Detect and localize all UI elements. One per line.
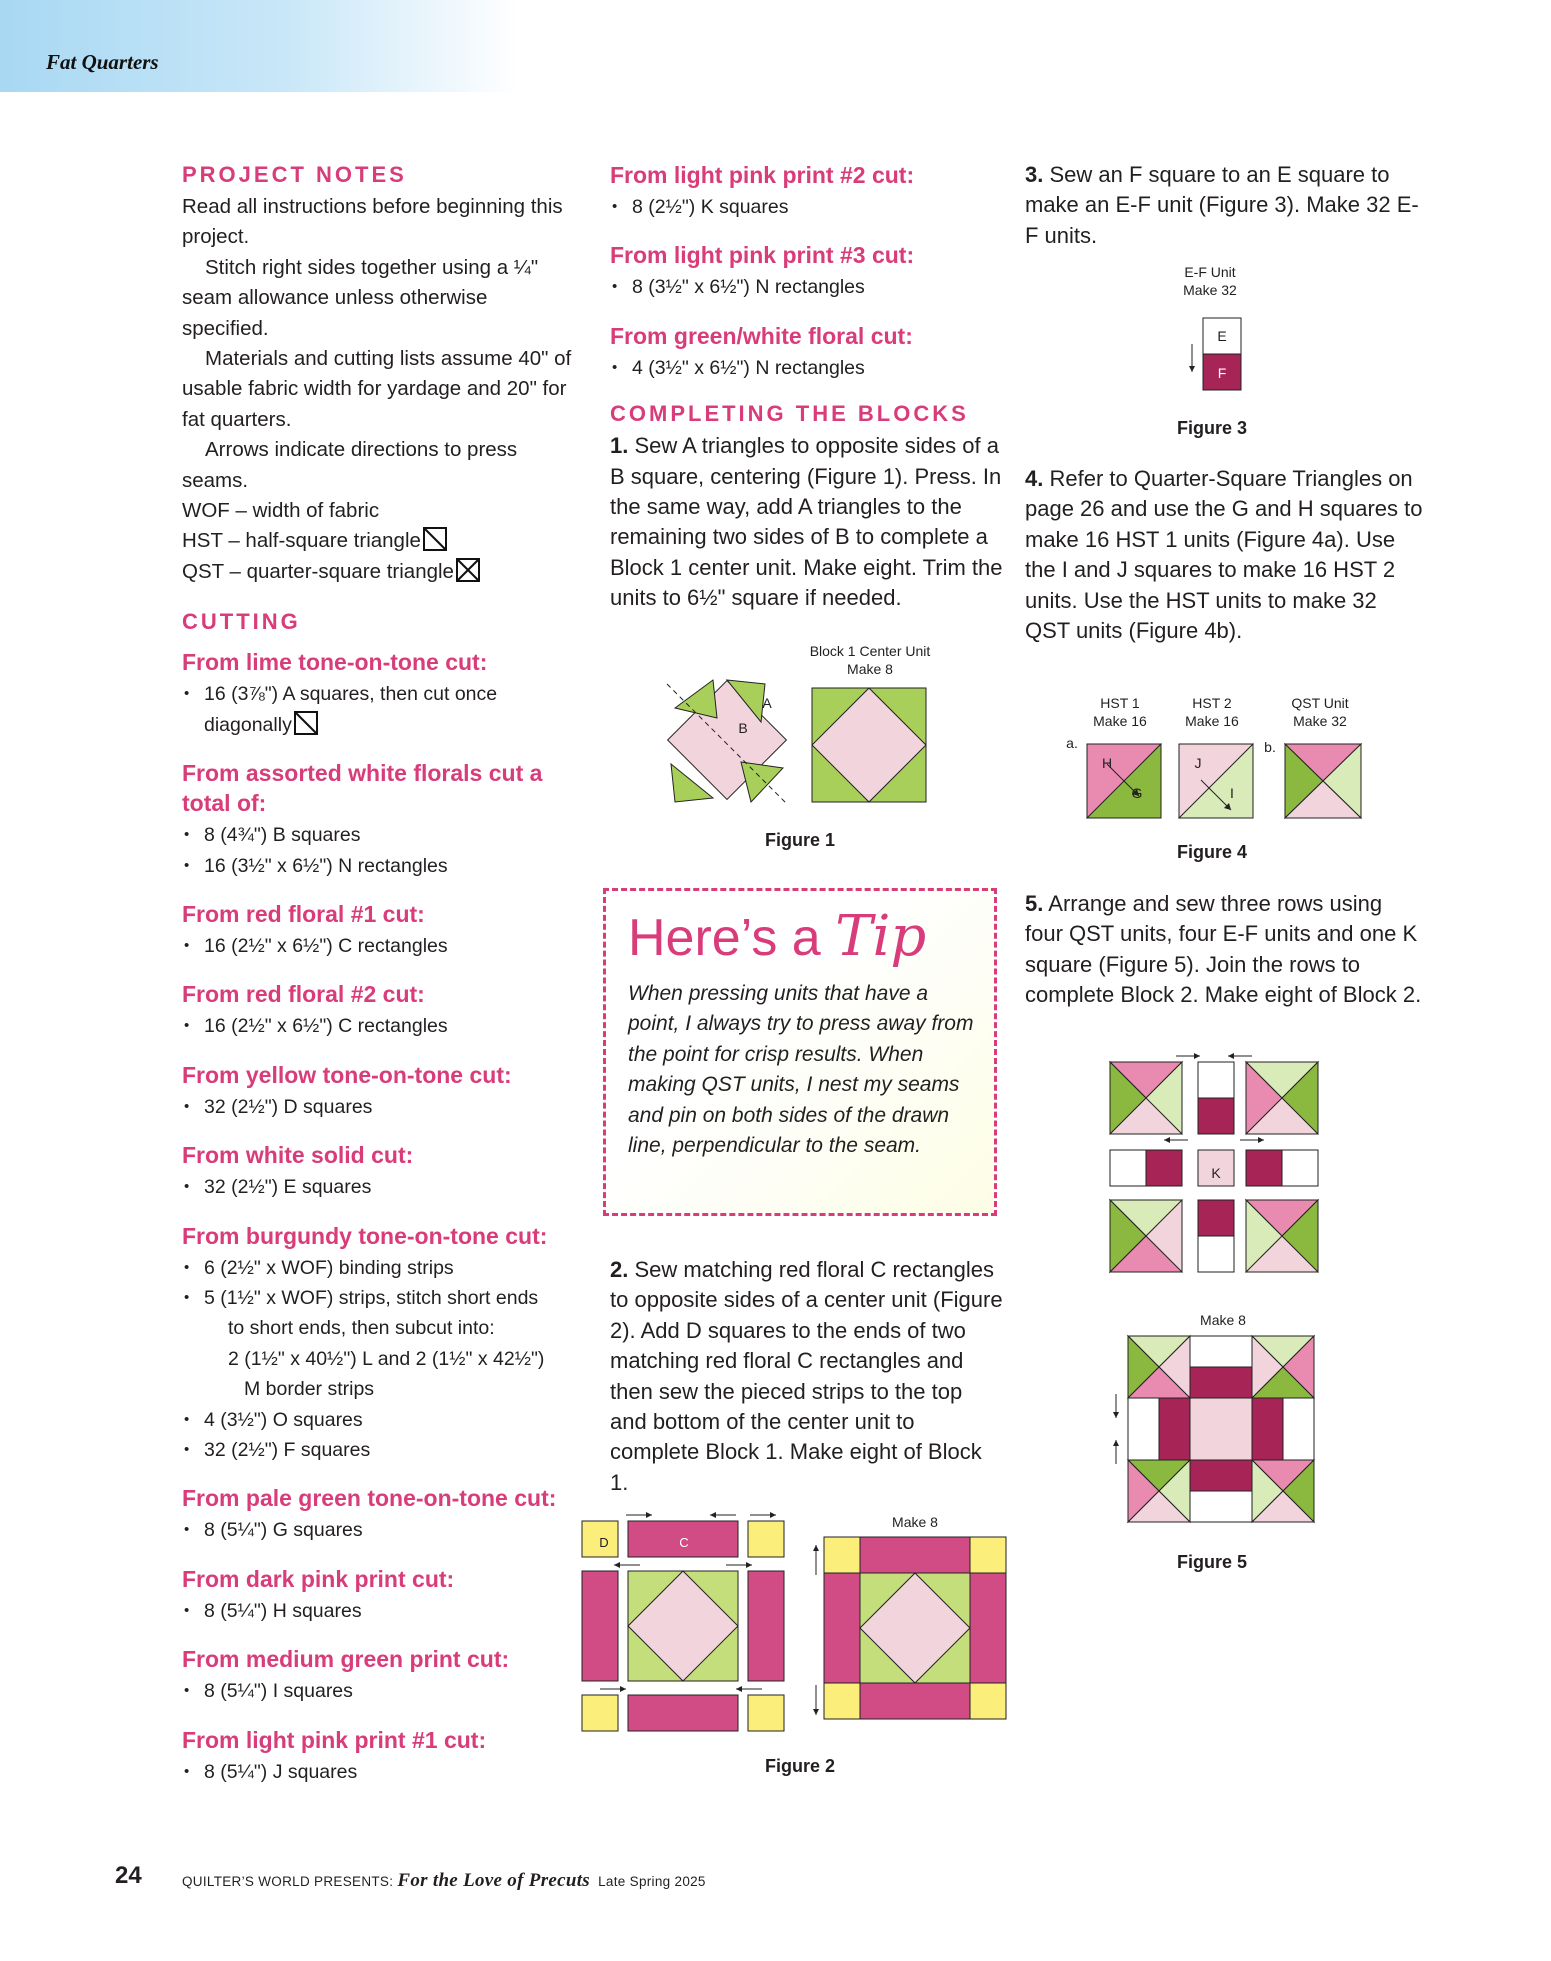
fig4-hst2-label: HST 2 Make 16 — [1185, 695, 1239, 729]
fig4-qst-label: QST Unit Make 32 — [1291, 695, 1349, 729]
cut-list-green-white — [610, 353, 1005, 383]
fig4-hst1-label: HST 1 Make 16 — [1093, 695, 1147, 729]
figure-2-caption: Figure 2 — [764, 1756, 835, 1776]
cut-list-white-solid — [182, 1172, 577, 1202]
tip-title: Here’s a Tip — [628, 904, 927, 969]
cut-item: • 16 (2½" x 6½") C rectangles — [182, 1011, 577, 1041]
figure-2-diagram — [580, 1505, 1010, 1735]
note-1: Read all instructions before beginning this project. — [182, 195, 563, 249]
fig5-make-label: Make 8 — [1200, 1312, 1246, 1328]
cut-head-lime: From lime tone-on-tone cut: — [182, 649, 488, 676]
step-4: 4. Refer to Quarter-Square Triangles on page 26 and use the G and H squares to make 16 HST 1 units (Figure 4a). Use the I and J squares to make 16 HST 2 units. Use the HST units to make 32 QST units (Figure 4b). — [1025, 466, 1423, 644]
cut-list-dark-pink — [182, 1596, 577, 1626]
cut-item: to short ends, then subcut into: — [228, 1317, 495, 1340]
fig4-h-label: H — [1101, 755, 1113, 771]
quarter-square-triangle-icon — [456, 558, 480, 582]
step-5-block — [1025, 889, 1425, 1011]
cut-head-white-solid: From white solid cut: — [182, 1142, 414, 1169]
cut-item: • 4 (3½" x 6½") N rectangles — [610, 353, 1005, 383]
column-1 — [182, 160, 577, 1787]
step-2: 2. Sew matching red floral C rectangles to opposite sides of a center unit (Figure 2). Add D squares to the ends of two matching red floral C rectangles and then sew the pieced strips to the top and bottom of the center unit to complete Block 1. Make eight of Block 1. — [610, 1257, 1003, 1495]
cut-item: • 8 (4¾") B squares — [182, 820, 577, 850]
cut-list-light-pink-3 — [610, 272, 1005, 302]
figure-4-diagram — [1085, 742, 1375, 820]
cut-head-red-floral-2: From red floral #2 cut: — [182, 981, 425, 1008]
fig2-c-label: C — [679, 1535, 689, 1550]
cut-item: • 32 (2½") D squares — [182, 1092, 577, 1122]
cut-head-light-pink-3: From light pink print #3 cut: — [610, 242, 915, 269]
step-1: 1. Sew A triangles to opposite sides of a B square, centering (Figure 1). Press. In the same way, add A triangles to the remaining two sides of B to complete a Block 1 center unit. Make eight. Trim the units to 6½" square if needed. — [610, 433, 1003, 611]
fig1-a-label: A — [762, 695, 772, 711]
step-4-block — [1025, 464, 1425, 646]
cut-item: • 8 (5¼") J squares — [182, 1757, 577, 1787]
cut-item: • 4 (3½") O squares — [182, 1405, 577, 1435]
cut-item: • 8 (5¼") G squares — [182, 1515, 577, 1545]
cut-head-white-florals: From assorted white florals cut a total of: — [182, 760, 543, 817]
cut-item: • 16 (3½" x 6½") N rectangles — [182, 851, 577, 881]
cut-list-yellow — [182, 1092, 577, 1122]
cut-list-pale-green — [182, 1515, 577, 1545]
column-2 — [610, 160, 1005, 614]
fig2-make-label: Make 8 — [892, 1514, 938, 1530]
cut-head-green-white: From green/white floral cut: — [610, 322, 913, 349]
figure-1-diagram — [665, 678, 935, 808]
note-2: Stitch right sides together using a ¼" seam allowance unless otherwise specified. — [182, 255, 539, 340]
note-4: Arrows indicate directions to press seams. — [182, 438, 518, 492]
header-title: Fat Quarters — [46, 50, 159, 74]
cut-item: • 32 (2½") F squares — [182, 1435, 577, 1465]
fig5-k-label: K — [1211, 1165, 1221, 1181]
column-3 — [1025, 160, 1425, 251]
completing-blocks-heading: COMPLETING THE BLOCKS — [610, 401, 969, 427]
cut-list-lime — [182, 679, 577, 740]
cutting-heading: CUTTING — [182, 609, 301, 635]
wof-note: WOF – width of fabric — [182, 499, 380, 523]
figure-3-caption: Figure 3 — [1176, 418, 1247, 438]
cut-list-burgundy — [182, 1253, 577, 1466]
cut-item: • 16 (3⅞") A squares, then cut once diagonally — [182, 679, 577, 740]
cut-list-light-pink-1 — [182, 1757, 577, 1787]
cut-item: • 8 (5¼") H squares — [182, 1596, 577, 1626]
half-square-triangle-icon — [423, 527, 447, 551]
page-number: 24 — [115, 1862, 142, 1889]
fig3-e-label: E — [1217, 328, 1227, 344]
fig2-d-label: D — [599, 1535, 609, 1550]
fig4-g-label: G — [1131, 785, 1143, 801]
cut-list-light-pink-2 — [610, 192, 1005, 222]
fig4-b-label: b. — [1264, 739, 1276, 755]
cut-head-yellow: From yellow tone-on-tone cut: — [182, 1061, 512, 1088]
cut-item: • 8 (5¼") I squares — [182, 1676, 577, 1706]
figure-1-caption: Figure 1 — [764, 830, 835, 850]
cut-list-red-floral-1 — [182, 931, 577, 961]
hst-note: HST – half-square triangle — [182, 526, 577, 556]
cut-list-medium-green — [182, 1676, 577, 1706]
cut-item: • 8 (3½" x 6½") N rectangles — [610, 272, 1005, 302]
fig4-j-label: J — [1194, 755, 1202, 771]
tip-text: When pressing units that have a point, I always try to press away from the point for crisp results. When making QST units, I nest my seams and pin on both sides of the drawn line, perpendicular to the seam. — [628, 982, 974, 1158]
figure-5-caption: Figure 5 — [1176, 1552, 1247, 1572]
cut-head-dark-pink: From dark pink print cut: — [182, 1565, 455, 1592]
cut-head-pale-green: From pale green tone-on-tone cut: — [182, 1485, 557, 1512]
tip-box — [603, 888, 997, 1216]
qst-note: QST – quarter-square triangle — [182, 557, 577, 587]
cut-list-white-florals — [182, 820, 577, 881]
cut-item: • 32 (2½") E squares — [182, 1172, 577, 1202]
footer-publication: QUILTER’S WORLD PRESENTS: For the Love of Precuts Late Spring 2025 — [182, 1870, 706, 1891]
figure-4-caption: Figure 4 — [1176, 842, 1247, 862]
cut-list-red-floral-2 — [182, 1011, 577, 1041]
cut-item: • 5 (1½" x WOF) strips, stitch short ends — [182, 1283, 577, 1313]
cut-head-medium-green: From medium green print cut: — [182, 1646, 510, 1673]
project-notes-heading: PROJECT NOTES — [182, 162, 407, 187]
header-band — [0, 0, 520, 92]
cut-head-red-floral-1: From red floral #1 cut: — [182, 900, 425, 927]
step-3: 3. Sew an F square to an E square to make an E-F unit (Figure 3). Make 32 E-F units. — [1025, 162, 1419, 248]
fig3-label: E-F Unit Make 32 — [1183, 264, 1237, 298]
cut-item: M border strips — [244, 1378, 375, 1401]
step-2-block — [610, 1255, 1005, 1498]
step-5: 5. Arrange and sew three rows using four QST units, four E-F units and one K square (Figure 5). Join the rows to complete Block 2. Make eight of Block 2. — [1025, 891, 1422, 1008]
fig1-b-label: B — [738, 720, 748, 736]
fig1-label: Block 1 Center Unit Make 8 — [809, 643, 931, 677]
cut-head-light-pink-1: From light pink print #1 cut: — [182, 1726, 487, 1753]
cut-item: 2 (1½" x 40½") L and 2 (1½" x 42½") — [228, 1347, 545, 1370]
figure-5-block-diagram — [1110, 1334, 1322, 1524]
note-3: Materials and cutting lists assume 40" of usable fabric width for yardage and 20" for fat quarters. — [182, 347, 572, 431]
fig3-f-label: F — [1217, 365, 1227, 381]
half-square-triangle-icon — [294, 711, 318, 735]
cut-item: • 8 (2½") K squares — [610, 192, 1005, 222]
fig4-i-label: I — [1230, 785, 1234, 801]
cut-head-light-pink-2: From light pink print #2 cut: — [610, 162, 915, 188]
cut-item: • 6 (2½" x WOF) binding strips — [182, 1253, 577, 1283]
cut-head-burgundy: From burgundy tone-on-tone cut: — [182, 1222, 548, 1249]
cut-item: • 16 (2½" x 6½") C rectangles — [182, 931, 577, 961]
fig4-a-label: a. — [1066, 735, 1078, 751]
